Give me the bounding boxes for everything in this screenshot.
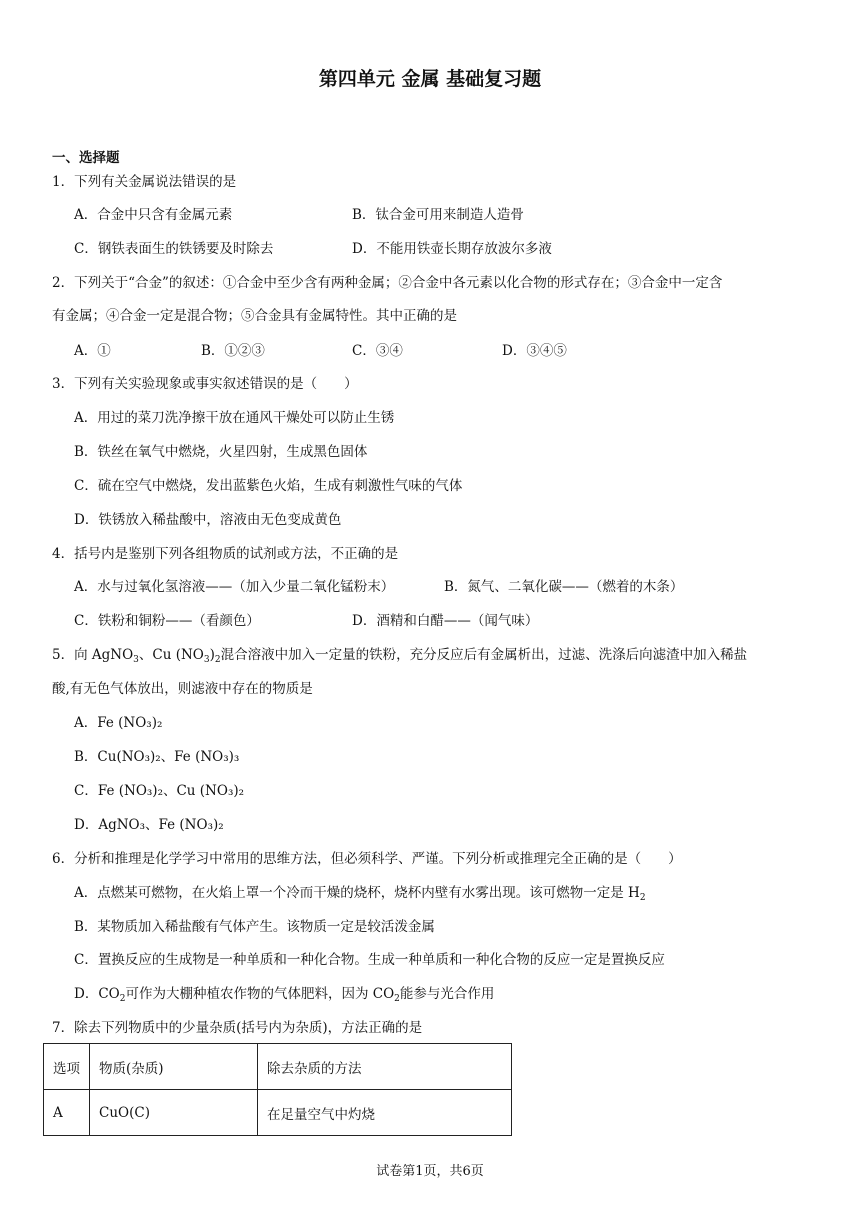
table-header-cell: 物质(杂质) — [90, 1044, 258, 1090]
question-3-option-c: C．硫在空气中燃烧，发出蓝紫色火焰，生成有刺激性气味的气体 — [74, 478, 463, 494]
question-4-option-d: D．酒精和白醋——（闻气味） — [352, 613, 539, 629]
question-5-option-a: A．Fe (NO₃)₂ — [74, 715, 163, 731]
question-5-option-d: D．AgNO₃、Fe (NO₃)₂ — [74, 817, 224, 833]
question-4-option-b: B．氮气、二氧化碳——（燃着的木条） — [444, 579, 684, 595]
question-3-option-d: D．铁锈放入稀盐酸中，溶液由无色变成黄色 — [74, 512, 342, 528]
question-1-stem: 1．下列有关金属说法错误的是 — [52, 174, 237, 190]
question-2-option-c: C．③④ — [352, 343, 403, 359]
question-2-option-b: B．①②③ — [201, 343, 265, 359]
question-1-option-c: C．钢铁表面生的铁锈要及时除去 — [74, 241, 274, 257]
question-6-option-b: B．某物质加入稀盐酸有气体产生。该物质一定是较活泼金属 — [74, 919, 435, 935]
question-7-table — [43, 1043, 512, 1136]
question-2-stem-line1: 2．下列关于“合金”的叙述：①合金中至少含有两种金属；②合金中各元素以化合物的形式存在；③合金中一定含 — [52, 275, 723, 291]
question-5-option-b: B．Cu(NO₃)₂、Fe (NO₃)₃ — [74, 749, 240, 765]
question-1-option-b: B．钛合金可用来制造人造骨 — [352, 207, 524, 223]
question-4-option-c: C．铁粉和铜粉——（看颜色） — [74, 613, 260, 629]
table-cell: A — [44, 1090, 90, 1136]
page-title: 第四单元 金属 基础复习题 — [318, 68, 542, 90]
question-1-option-a: A．合金中只含有金属元素 — [74, 207, 233, 223]
question-4-stem: 4．括号内是鉴别下列各组物质的试剂或方法，不正确的是 — [52, 546, 399, 562]
question-6-option-d: D．$CO_2$可作为大棚种植农作物的气体肥料，因为 $CO_2$能参与光合作用 — [74, 986, 495, 1004]
question-7-stem: 7．除去下列物质中的少量杂质(括号内为杂质)，方法正确的是 — [52, 1020, 423, 1036]
question-6-option-c: C．置换反应的生成物是一种单质和一种化合物。生成一种单质和一种化合物的反应一定是置换反应 — [74, 952, 665, 968]
question-3-option-b: B．铁丝在氧气中燃烧，火星四射，生成黑色固体 — [74, 444, 368, 460]
question-1-option-d: D．不能用铁壶长期存放波尔多液 — [352, 241, 552, 257]
page-footer: 试卷第1页，共6页 — [376, 1164, 484, 1179]
question-2-stem-line2: 有金属；④合金一定是混合物；⑤合金具有金属特性。其中正确的是 — [52, 308, 457, 324]
section-heading: 一、选择题 — [52, 150, 120, 166]
question-2-option-a: A．① — [74, 343, 111, 359]
question-3-option-a: A．用过的菜刀洗净擦干放在通风干燥处可以防止生锈 — [74, 410, 395, 426]
question-5-stem-line1: 5．向 AgNO$_3$、Cu $(NO_3)_2$混合溶液中加入一定量的铁粉，充分反应后有金属析出，过滤、洗涤后向滤渣中加入稀盐 — [52, 647, 748, 665]
question-6-option-a: A．点燃某可燃物，在火焰上罩一个冷而干燥的烧杯，烧杯内壁有水雾出现。该可燃物一定是 $H_2$ — [74, 885, 646, 903]
table-cell: 在足量空气中灼烧 — [258, 1090, 512, 1136]
question-3-stem: 3．下列有关实验现象或事实叙述错误的是（ ） — [52, 376, 358, 392]
table-row — [44, 1090, 512, 1136]
table-header-row — [44, 1044, 512, 1090]
question-2-option-d: D．③④⑤ — [502, 343, 567, 359]
question-5-option-c: C．Fe (NO₃)₂、Cu (NO₃)₂ — [74, 783, 245, 799]
question-6-stem: 6．分析和推理是化学学习中常用的思维方法，但必须科学、严谨。下列分析或推理完全正确的是（ ） — [52, 851, 682, 867]
question-5-stem-line2: 酸,有无色气体放出，则滤液中存在的物质是 — [52, 681, 313, 697]
question-4-option-a: A．水与过氧化氢溶液——（加入少量二氧化锰粉末） — [74, 579, 395, 595]
table-cell: CuO(C) — [90, 1090, 258, 1136]
table-header-cell: 选项 — [44, 1044, 90, 1090]
table-header-cell: 除去杂质的方法 — [258, 1044, 512, 1090]
